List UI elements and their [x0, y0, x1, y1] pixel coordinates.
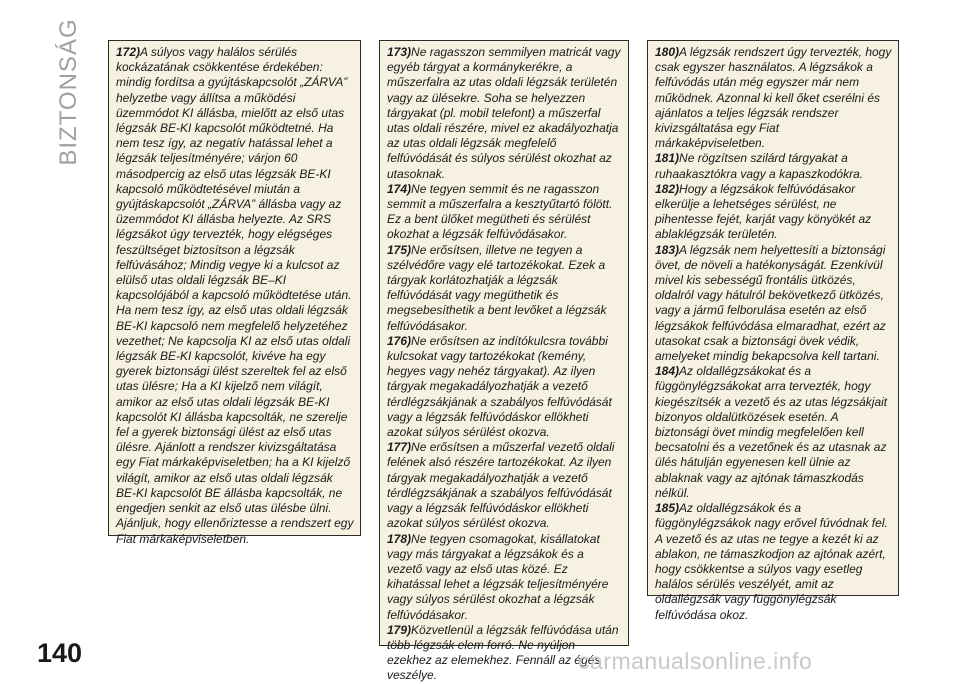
- warning-column-3: [647, 40, 899, 622]
- warning-item: [387, 243, 622, 334]
- page-number: 140: [37, 638, 83, 668]
- warning-text: A súlyos vagy halálos sérülés kockázatának csökkentése érdekében: mindig fordítsa a gyújtáskapcsolót „ZÁRVA” helyzetbe vagy állítsa a működési üzemmódot KI állásba, mielőtt az első utas légzsák BE-KI kapcsolót működtetné. Ha nem tesz így, az negatív hatással lehet a légzsák teljesítményére; várjon 60 másodpercig az első utas légzsák BE-KI kapcsoló működtetésével miután a gyújtáskapcsolót „ZÁRVA” állásba vagy az üzemmódot KI állásba helyezte. Az SRS légzsákot úgy tervezték, hogy elégséges feszültséget biztosítson a légzsák felfúvásához; Mindig vegye ki a kulcsot az elülső utas oldali légzsák BE–KI kapcsolójából a kapcsoló működtetése után. Ha nem tesz így, az első utas oldali légzsák BE-KI kapcsoló nem megfelelő helyzetéhez vezethet; Ne kapcsolja KI az első utas oldali légzsák BE-KI kapcsolót, kivéve ha egy gyerek biztonsági ülést szereltek fel az első utas ülésre; Ha a KI kijelző nem világít, amikor az első utas oldali légzsák BE-KI kapcsolót KI állásba kapcsolták, ne szerelje fel a gyerek biztonsági ülést az első utas ülésre. Ajánlott a rendszer kivizsgáltatása egy Fiat márkaképviseletben; ha a KI kijelző világít, amikor az első utas oldali légzsák BE-KI kapcsolót BE állásba kapcsolták, ne engedjen senkit az első utas ülésbe ülni. Ajánljuk, hogy ellenőriztesse a rendszert egy Fiat márkaképviseletben.: [116, 45, 354, 546]
- warning-text: Hogy a légzsákok felfúvódásakor elkerülje a lehetséges sérülést, ne pihentesse fejét, karját vagy könyökét az ablaklégzsák területén.: [655, 181, 872, 242]
- warning-item: [116, 45, 354, 547]
- warning-number: 177): [387, 440, 412, 455]
- warning-text: Az oldallégzsákok és a függönylégzsákok nagy erővel fúvódnak fel. A vezető és az utas ne tegye a kezét ki az ablakon, ne támaszkodjon az ajtónak azért, hogy csökkentse a súlyos vagy esetleg halálos sérülés veszélyét, amit az oldallégzsák vagy függönylégzsák felfúvódása okoz.: [655, 501, 888, 622]
- warning-text: A légzsák nem helyettesíti a biztonsági övet, de növeli a hatékonyságát. Ezenkívül mivel kis sebességű frontális ütközés, oldalról vagy hátulról bekövetkező ütközés, vagy a jármű felborulása esetén az első légzsákok felfúvódása elmaradhat, ezért az utasokat csak a biztonsági övek védik, amelyeket mindig bekapcsolva kell tartani.: [655, 242, 886, 364]
- warning-column-2: [379, 40, 629, 683]
- warning-number: 180): [655, 45, 680, 59]
- warning-text: Ne tegyen csomagokat, kisállatokat vagy más tárgyakat a légzsákok és a vezető vagy az első utas közé. Ez kihatással lehet a légzsák teljesítményére vagy súlyos sérülést okozhat a légzsák felfúvódásakor.: [387, 531, 609, 622]
- warning-item: [387, 532, 622, 623]
- section-title-text: BIZTONSÁG: [55, 18, 82, 166]
- warning-item: [655, 45, 892, 151]
- warning-number: 176): [387, 333, 412, 348]
- warning-item: [655, 364, 892, 501]
- warning-number: 179): [387, 622, 412, 637]
- warning-text: Ne tegyen semmit és ne ragasszon semmit a műszerfalra a kesztyűtartó fölött. Ez a bent ülőket megütheti és sérülést okozhat a légzsák felfúvódásakor.: [387, 181, 613, 242]
- warning-text: Ne ragasszon semmilyen matricát vagy egyéb tárgyat a kormánykerékre, a műszerfalra az utas oldali légzsák területén vagy az ülésekre. Soha se helyezzen tárgyakat (pl. mobil telefont) a műszerfal utas oldali részére, mivel ez akadályozhatja az utas oldali légzsák megfelelő felfúvódását és súlyos sérülést okozhat az utasoknak.: [387, 45, 621, 181]
- warning-number: 174): [387, 181, 412, 196]
- watermark: carmanualsonline.info: [578, 648, 813, 674]
- warning-number: 181): [655, 151, 680, 166]
- warning-item: [387, 45, 622, 182]
- warning-item: [655, 151, 892, 181]
- warning-text: Az oldallégzsákokat és a függönylégzsákokat arra tervezték, hogy kiegészítsék a vezető és az utas légzsákjait bizonyos oldalütközések esetén. A biztonsági övet mindig megfelelően kell becsatolni és a vezetőnek és az utasnak az ülés hátulján egyenesen kell ülnie az ablaknak vagy az ajtónak támaszkodás nélkül.: [655, 364, 888, 500]
- warning-text: Ne erősítsen, illetve ne tegyen a szélvédőre vagy elé tartozékokat. Ezek a tárgyak korlátozhatják a légzsák felfúvódását vagy megüthetik és megsebesíthetik a bent levőket a légzsák felfúvódásakor.: [387, 242, 607, 333]
- warning-number: 173): [387, 45, 412, 59]
- warning-number: 184): [655, 364, 680, 379]
- warning-text: A légzsák rendszert úgy tervezték, hogy csak egyszer használatos. A légzsákok a felfúvódás után még egyszer már nem működnek. Azonnal ki kell őket cserélni és ajánlatos a teljes légzsák rendszer kivizsgáltatása egy Fiat márkaképviseletben.: [655, 45, 892, 151]
- warning-number: 175): [387, 242, 412, 257]
- warning-text: Ne rögzítsen szilárd tárgyakat a ruhaakasztókra vagy a kapaszkodókra.: [655, 151, 864, 181]
- warning-item: [387, 182, 622, 243]
- section-title: [54, 18, 84, 166]
- warning-number: 182): [655, 181, 680, 196]
- warning-text: Ne erősítsen az indítókulcsra további kulcsokat vagy tartozékokat (kemény, hegyes vagy nehéz tárgyakat). Az ilyen tárgyak megakadályozhatják a vezető térdlégzsákjának a szabályos felfúvódását vagy a légzsák felfúvódáskor ellökheti azokat súlyos sérülést okozva.: [387, 333, 612, 440]
- warning-item: [387, 334, 622, 440]
- warning-text: Közvetlenül a légzsák felfúvódása után több légzsák elem forró. Ne nyúljon ezekhez az elemekhez. Fennáll az égés veszélye.: [387, 622, 619, 683]
- warning-text: Ne erősítsen a műszerfal vezető oldali felének alsó részére tartozékokat. Az ilyen tárgyak megakadályozhatják a vezető térdlégzsákjának a szabályos felfúvódását vagy a légzsák felfúvódáskor ellökheti azokat súlyos sérülést okozva.: [387, 440, 615, 531]
- warning-number: 178): [387, 531, 412, 546]
- warning-item: [655, 243, 892, 365]
- warning-number: 172): [116, 45, 141, 59]
- warning-number: 183): [655, 242, 680, 257]
- warning-item: [655, 182, 892, 243]
- warning-number: 185): [655, 501, 680, 516]
- warning-column-1: [108, 40, 361, 546]
- warning-item: [655, 501, 892, 623]
- warning-item: [387, 440, 622, 531]
